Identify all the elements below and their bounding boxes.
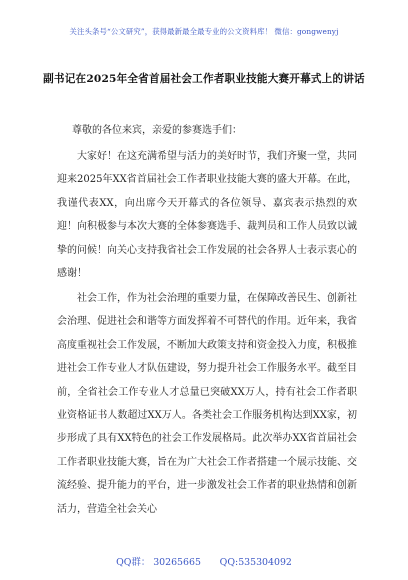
greeting-line: 尊敬的各位来宾，亲爱的参赛选手们： <box>72 125 242 136</box>
paragraph-welcome: 大家好！在这充满希望与活力的美好时节，我们齐聚一堂，共同迎来2025年XX省首届社会工作者职业技能大赛的盛大开幕。在此，我谨代表XX，向出席今天开幕式的各位领导、嘉宾表示热烈的欢迎！向积极参与本次大赛的全体参赛选手、裁判员和工作人员致以诚挚的问候！向关心支持我省社会工作发展的社会各界人士表示衷心的感谢！ <box>57 151 357 280</box>
paragraph-social-work: 社会工作，作为社会治理的重要力量，在保障改善民生、创新社会治理、促进社会和谐等方面发挥着不可替代的作用。近年来，我省高度重视社会工作发展，不断加大政策支持和资金投入力度，积极推进社会工作专业人才队伍建设，努力提升社会工作服务水平。截至目前，全省社会工作专业人才总量已突破XX万人，持有社会工作者职业资格证书人数超过XX万人。各类社会工作服务机构达到XX家，初步形成了具有XX特色的社会工作发展格局。此次举办XX省首届社会工作者职业技能大赛，旨在为广大社会工作者搭建一个展示技能、交流经验、提升能力的平台，进一步激发社会工作者的职业热情和创新活力，营造全社会关心 <box>57 293 357 515</box>
footer-contact-text: QQ群： 30265665 QQ:535304092 <box>116 557 292 568</box>
document-title: 副书记在2025年全省首届社会工作者职业技能大赛开幕式上的讲话 <box>43 73 365 85</box>
header-promo-text: 关注头条号“公文研究”，获得最新最全最专业的公文资料库！ 微信：gongwenyj <box>69 27 339 36</box>
